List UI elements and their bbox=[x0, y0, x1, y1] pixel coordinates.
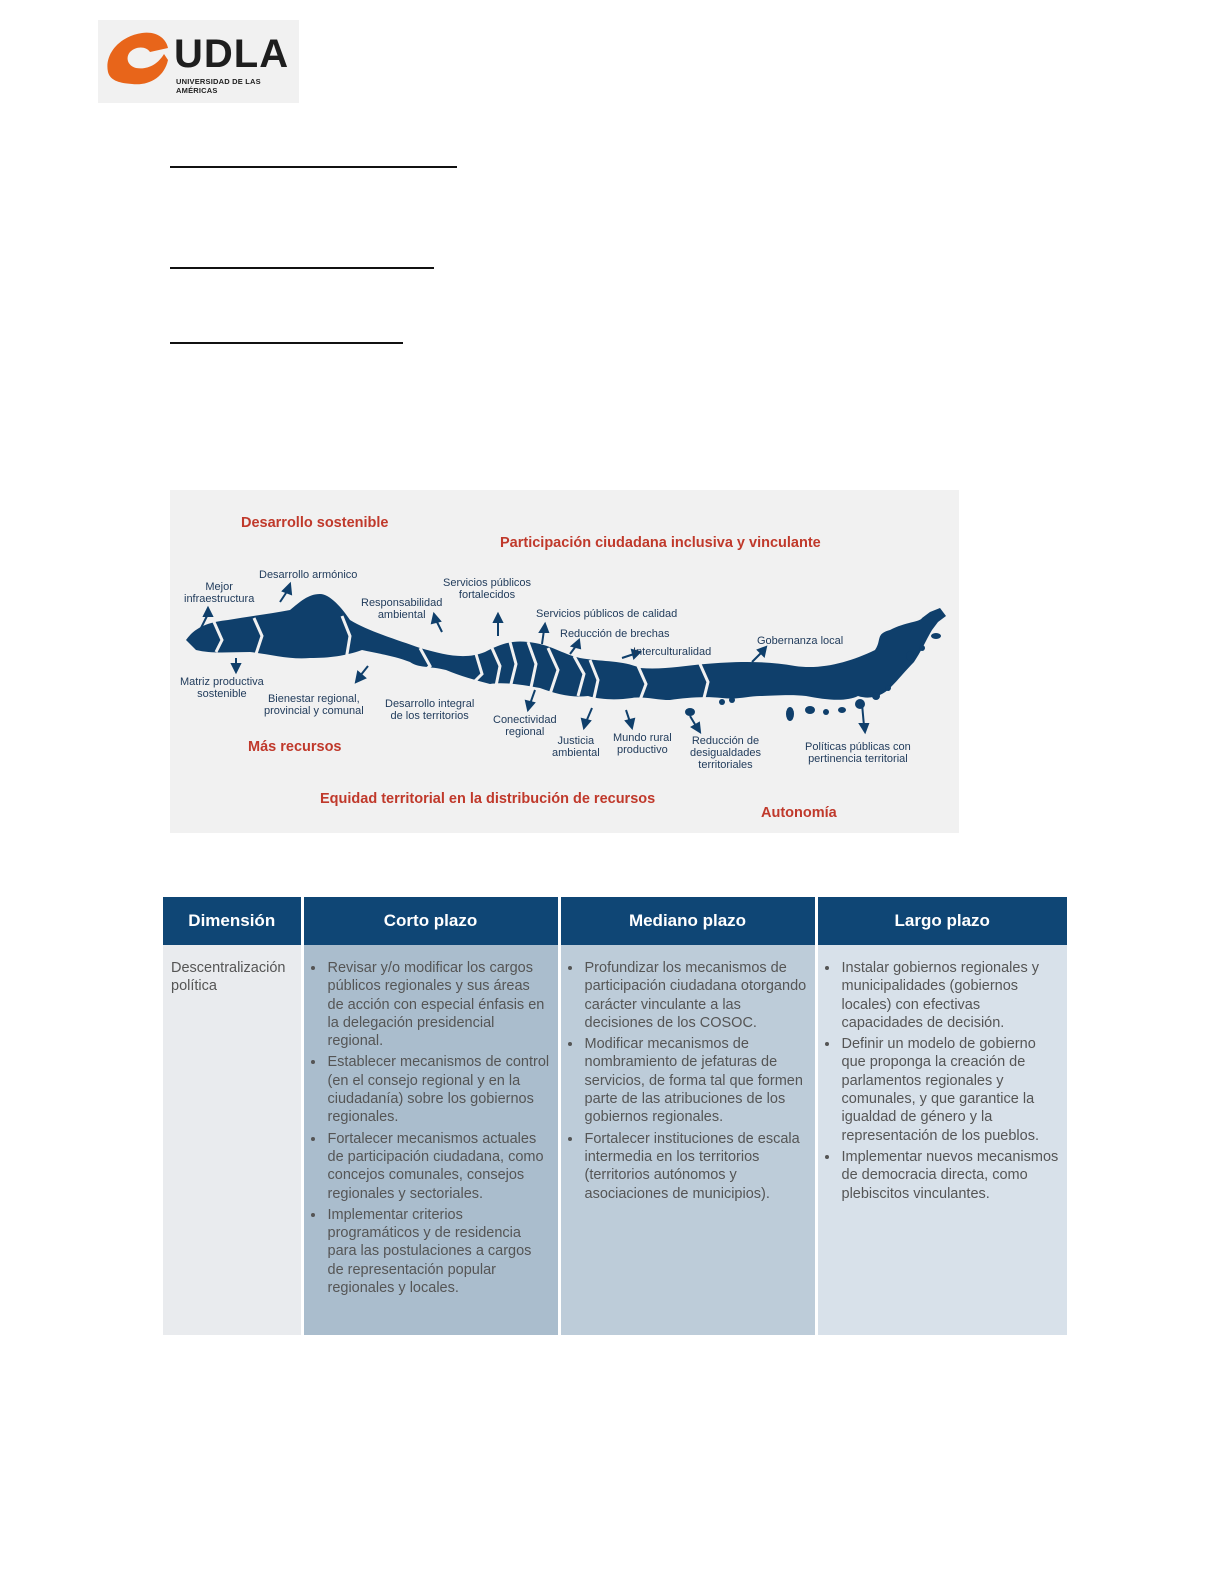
blank-line-3 bbox=[170, 342, 403, 344]
table-header-row bbox=[163, 897, 1067, 945]
label-responsabilidad-ambiental: Responsabilidad ambiental bbox=[361, 597, 443, 621]
label-interculturalidad: Interculturalidad bbox=[633, 646, 712, 658]
blank-line-1 bbox=[170, 166, 457, 168]
label-desarrollo-integral: Desarrollo integral de los territorios bbox=[385, 698, 475, 722]
title-autonomia: Autonomía bbox=[761, 805, 837, 821]
list-item: • Modificar mecanismos de nombramiento de jefaturas de servicios, de forma tal que formen parte de las atribuciones de los gobiernos regionales. bbox=[583, 1035, 807, 1126]
label-reduccion-desigualdades: Reducción de desigualdades territoriales bbox=[690, 735, 761, 771]
corto-plazo-cell bbox=[302, 945, 559, 1335]
label-reduccion-brechas: Reducción de brechas bbox=[560, 628, 670, 640]
title-participacion: Participación ciudadana inclusiva y vinculante bbox=[500, 535, 821, 551]
list-item: • Establecer mecanismos de control (en el consejo regional y en la ciudadanía) sobre los gobiernos regionales. bbox=[326, 1053, 550, 1126]
header-dimension: Dimensión bbox=[163, 897, 302, 945]
title-mas-recursos: Más recursos bbox=[248, 739, 342, 755]
list-item: • Fortalecer instituciones de escala intermedia en los territorios (territorios autónomos y asociaciones de municipios). bbox=[583, 1130, 807, 1203]
list-item: • Revisar y/o modificar los cargos públicos regionales y sus áreas de acción con especial énfasis en la delegación presidencial regional. bbox=[326, 959, 550, 1050]
dimension-label: Descentralización política bbox=[171, 960, 286, 995]
mediano-plazo-list bbox=[569, 959, 807, 1203]
largo-plazo-list bbox=[826, 959, 1060, 1203]
list-item: • Implementar nuevos mecanismos de democracia directa, como plebiscitos vinculantes. bbox=[840, 1148, 1060, 1203]
mediano-plazo-cell bbox=[559, 945, 816, 1335]
corto-plazo-list bbox=[312, 959, 550, 1297]
label-justicia-ambiental: Justicia ambiental bbox=[552, 735, 600, 759]
list-item: • Fortalecer mecanismos actuales de participación ciudadana, como concejos comunales, consejos regionales y sectoriales. bbox=[326, 1130, 550, 1203]
header-corto-plazo: Corto plazo bbox=[302, 897, 559, 945]
largo-plazo-cell bbox=[816, 945, 1067, 1335]
chile-map-figure bbox=[170, 490, 959, 833]
table-row bbox=[163, 945, 1067, 1335]
label-mejor-infraestructura: Mejor infraestructura bbox=[184, 581, 255, 605]
label-gobernanza-local: Gobernanza local bbox=[757, 635, 844, 647]
list-item: • Profundizar los mecanismos de participación ciudadana otorgando carácter vinculante a las decisiones de los COSOC. bbox=[583, 959, 807, 1032]
list-item: • Implementar criterios programáticos y de residencia para las postulaciones a cargos de representación popular regionales y locales. bbox=[326, 1206, 550, 1297]
dimension-cell bbox=[163, 945, 302, 1335]
label-mundo-rural: Mundo rural productivo bbox=[613, 732, 672, 756]
list-item: • Instalar gobiernos regionales y municipalidades (gobiernos locales) con efectivas capacidades de decisión. bbox=[840, 959, 1060, 1032]
university-logo bbox=[98, 20, 299, 103]
label-desarrollo-armonico: Desarrollo armónico bbox=[259, 569, 358, 581]
title-desarrollo-sostenible: Desarrollo sostenible bbox=[241, 515, 389, 531]
blank-line-2 bbox=[170, 267, 434, 269]
list-item: • Definir un modelo de gobierno que proponga la creación de parlamentos regionales y comunales, y que garantice la igualdad de género y la representación de los pueblos. bbox=[840, 1035, 1060, 1145]
label-bienestar-regional: Bienestar regional, provincial y comunal bbox=[264, 693, 364, 717]
logo-subtitle: UNIVERSIDAD DE LAS AMÉRICAS bbox=[176, 77, 261, 95]
policy-table bbox=[163, 897, 1067, 1335]
label-servicios-fortalecidos: Servicios públicos fortalecidos bbox=[443, 577, 532, 601]
logo-swoosh-shape bbox=[107, 33, 168, 85]
label-conectividad-regional: Conectividad regional bbox=[493, 714, 557, 738]
label-politicas-publicas: Políticas públicas con pertinencia territorial bbox=[805, 741, 911, 765]
header-largo-plazo: Largo plazo bbox=[816, 897, 1067, 945]
label-servicios-calidad: Servicios públicos de calidad bbox=[536, 608, 678, 620]
title-equidad-territorial: Equidad territorial en la distribución de recursos bbox=[320, 791, 656, 807]
header-mediano-plazo: Mediano plazo bbox=[559, 897, 816, 945]
logo-wordmark: UDLA bbox=[174, 32, 290, 76]
label-matriz-productiva: Matriz productiva sostenible bbox=[180, 676, 264, 700]
